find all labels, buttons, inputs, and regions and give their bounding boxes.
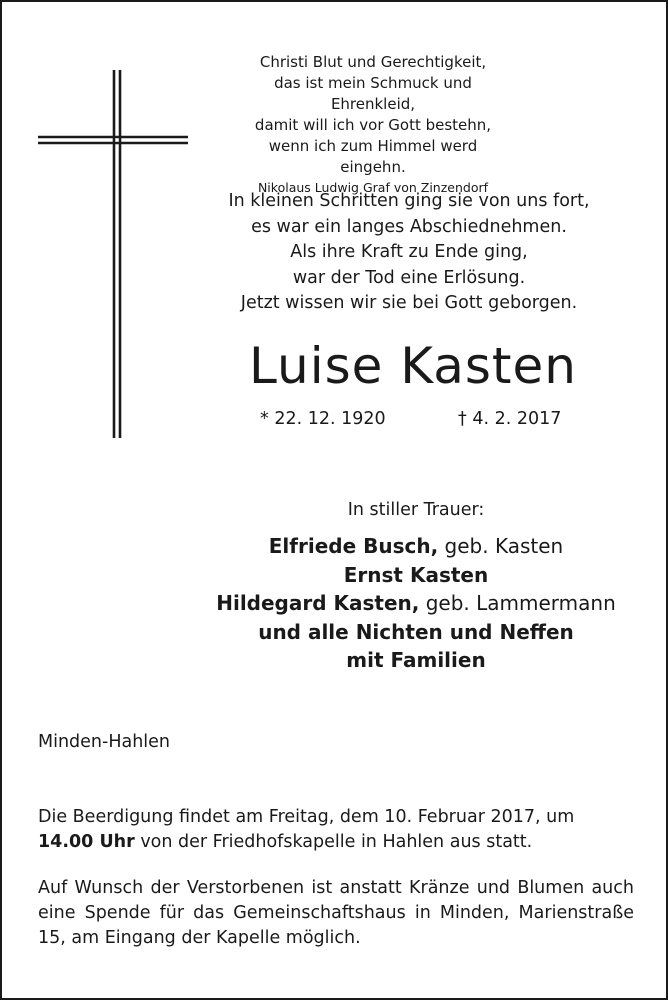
mourner-name: Hildegard Kasten, [216, 591, 420, 615]
mourner-name: Ernst Kasten [343, 562, 489, 587]
death-date: † 4. 2. 2017 [458, 409, 562, 429]
mourner-entry [182, 646, 650, 675]
poem-line: In kleinen Schritten ging sie von uns fort, [228, 191, 590, 211]
verse-line: Christi Blut und Gerechtigkeit, [259, 53, 487, 71]
verse-line: wenn ich zum Himmel werd eingehn. [268, 137, 478, 176]
mourner-entry [182, 561, 650, 590]
mourner-entry [182, 618, 650, 647]
poem-line: es war ein langes Abschiednehmen. [251, 216, 567, 237]
poem-line: Jetzt wissen wir sie bei Gott geborgen. [240, 293, 578, 313]
mourner-detail: geb. Kasten [438, 534, 564, 558]
mourner-entry [182, 532, 650, 561]
cross-icon [38, 70, 188, 438]
funeral-text-after: von der Friedhofskapelle in Hahlen aus statt. [134, 832, 533, 852]
deceased-name: Luise Kasten [249, 337, 577, 395]
mourner-name: Elfriede Busch, [268, 534, 439, 558]
funeral-text-before: Die Beerdigung findet am Freitag, dem 10. Februar 2017, um [38, 807, 575, 827]
mourner-entry [182, 589, 650, 618]
mourner-name: und alle Nichten und Neffen [258, 619, 574, 644]
mourner-name: mit Familien [346, 648, 486, 672]
mourner-detail: geb. Lammermann [419, 591, 616, 615]
poem-line: Als ihre Kraft zu Ende ging, [290, 242, 528, 262]
verse-line: damit will ich vor Gott bestehn, [254, 116, 492, 134]
verse-attribution: Nikolaus Ludwig Graf von Zinzendorf [257, 180, 489, 195]
memorial-poem [198, 189, 620, 317]
mourning-intro: In stiller Trauer: [347, 500, 485, 520]
bible-verse [240, 52, 506, 198]
verse-line: das ist mein Schmuck und Ehrenkleid, [274, 74, 472, 113]
funeral-time: 14.00 Uhr [38, 832, 135, 852]
poem-line: war der Tod eine Erlösung. [292, 267, 526, 288]
mourners-block [182, 498, 650, 675]
donation-info: Auf Wunsch der Verstorbenen ist anstatt Kränze und Blumen auch eine Spende für das Gemeinschaftshaus in Minden, Marienstraße 15, am Eingang der Kapelle möglich. [38, 878, 634, 948]
birth-date: * 22. 12. 1920 [260, 409, 386, 429]
funeral-info [38, 805, 634, 855]
place-name: Minden-Hahlen [38, 732, 171, 752]
